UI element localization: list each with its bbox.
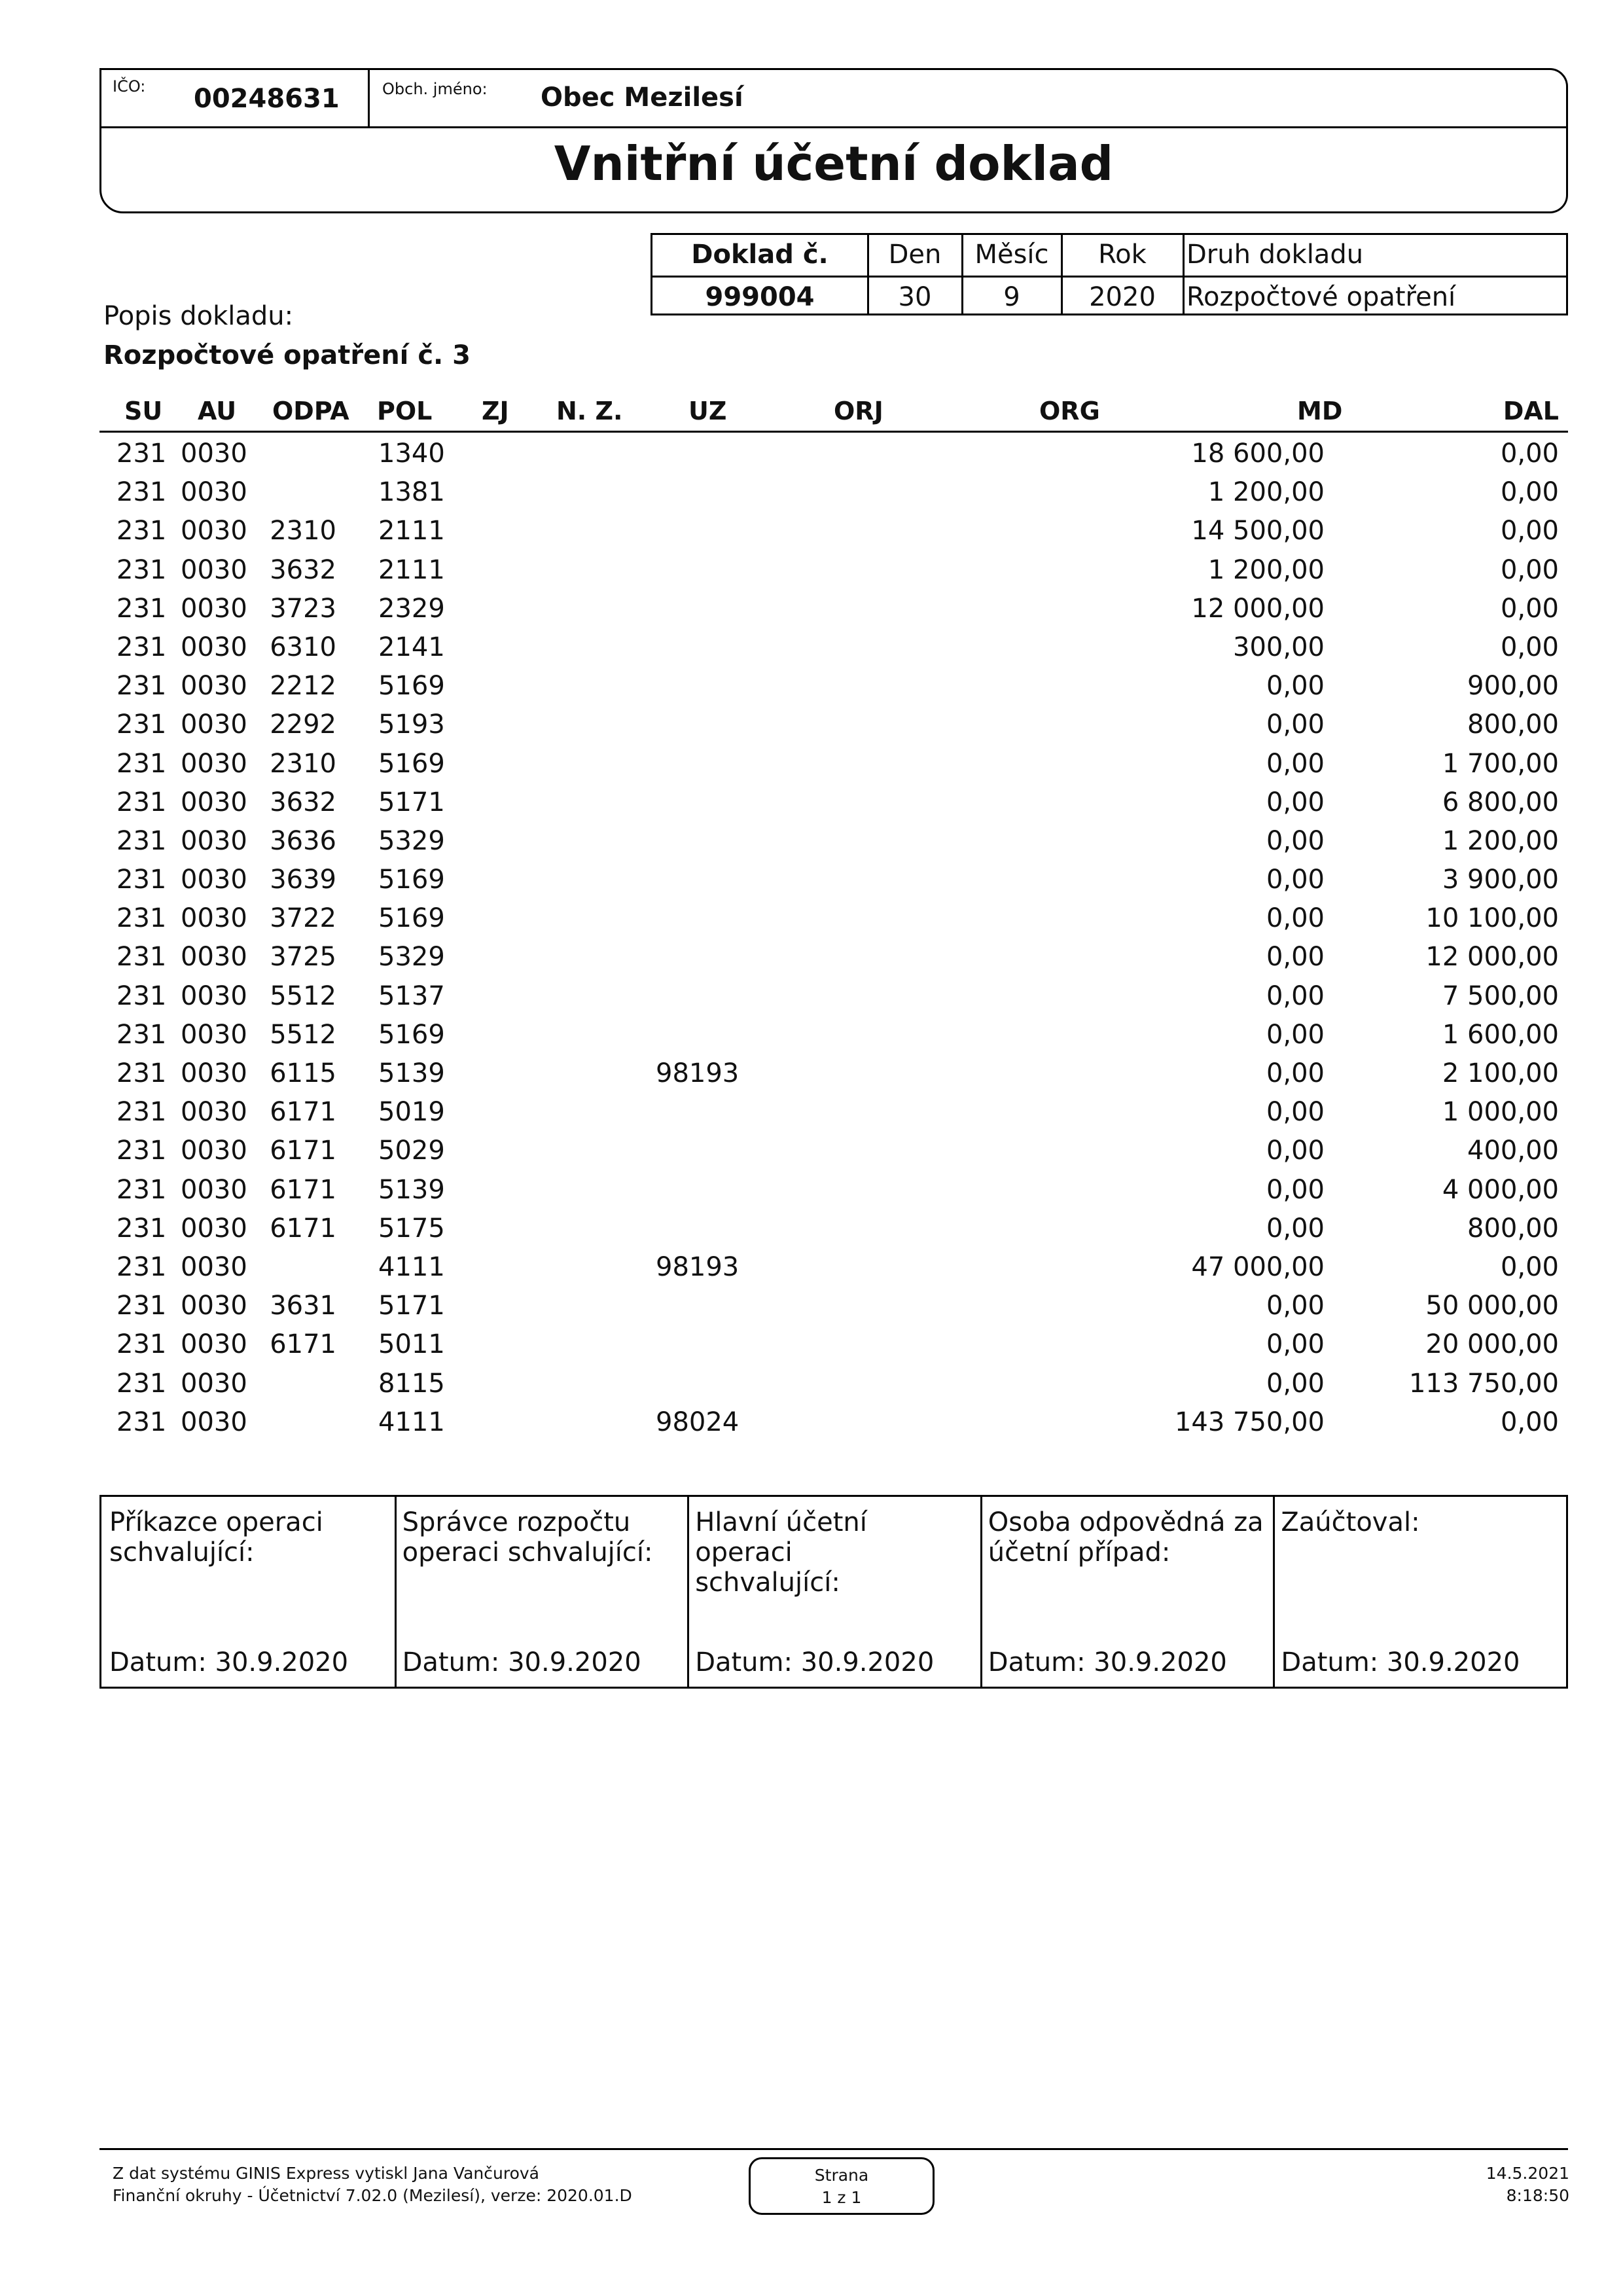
table-row <box>99 1365 1568 1403</box>
footer-printed-by: Z dat systému GINIS Express vytiskl Jana Vančurová <box>113 2164 539 2183</box>
cell-odpa: 6115 <box>270 1058 336 1088</box>
info-col-divider <box>1061 235 1063 314</box>
cell-dal: 113 750,00 <box>1408 1368 1559 1399</box>
page-value: 1 z 1 <box>821 2188 862 2207</box>
popis-dokladu-label: Popis dokladu: <box>103 301 294 331</box>
cell-su: 231 <box>116 1368 167 1399</box>
cell-md: 1 200,00 <box>1207 477 1325 508</box>
cell-su: 231 <box>116 903 167 934</box>
cell-pol: 1340 <box>378 439 445 469</box>
column-header-odpa: ODPA <box>272 397 349 425</box>
table-row <box>99 473 1568 512</box>
cell-md: 0,00 <box>1266 1291 1325 1321</box>
cell-dal: 0,00 <box>1500 477 1559 508</box>
cell-au: 0030 <box>181 1213 247 1244</box>
table-row <box>99 1132 1568 1170</box>
cell-au: 0030 <box>181 671 247 702</box>
cell-au: 0030 <box>181 593 247 624</box>
signature-cell <box>395 1497 688 1687</box>
cell-md: 12 000,00 <box>1191 593 1325 624</box>
cell-au: 0030 <box>181 1251 247 1282</box>
doklad-info-table <box>651 233 1568 315</box>
cell-pol: 8115 <box>378 1368 445 1399</box>
cell-su: 231 <box>116 942 167 973</box>
signature-divider <box>1273 1497 1275 1687</box>
info-col-divider <box>1183 235 1185 314</box>
cell-au: 0030 <box>181 632 247 662</box>
cell-md: 0,00 <box>1266 671 1325 702</box>
cell-md: 0,00 <box>1266 865 1325 895</box>
cell-md: 0,00 <box>1266 1097 1325 1128</box>
cell-odpa: 6171 <box>270 1174 336 1205</box>
cell-su: 231 <box>116 1251 167 1282</box>
cell-au: 0030 <box>181 1368 247 1399</box>
cell-md: 300,00 <box>1233 632 1325 662</box>
table-row <box>99 1093 1568 1132</box>
cell-pol: 5019 <box>378 1097 445 1128</box>
signature-role: Hlavní účetní operaci <box>695 1507 867 1568</box>
cell-pol: 5029 <box>378 1136 445 1166</box>
signature-date: Datum: 30.9.2020 <box>402 1647 641 1677</box>
cell-pol: 5169 <box>378 748 445 779</box>
cell-odpa: 3723 <box>270 593 336 624</box>
signature-cell <box>687 1497 980 1687</box>
signature-role-cont: operaci schvalující: <box>402 1537 653 1568</box>
cell-pol: 2141 <box>378 632 445 662</box>
table-row <box>99 1287 1568 1325</box>
column-header-uz: UZ <box>688 397 727 425</box>
cell-pol: 5139 <box>378 1174 445 1205</box>
cell-uz: 98193 <box>656 1058 740 1088</box>
footer-timestamp <box>1374 2162 1569 2207</box>
table-row <box>99 1054 1568 1093</box>
cell-au: 0030 <box>181 825 247 856</box>
cell-md: 0,00 <box>1266 1368 1325 1399</box>
cell-pol: 5169 <box>378 671 445 702</box>
cell-au: 0030 <box>181 942 247 973</box>
print-time: 8:18:50 <box>1506 2186 1569 2205</box>
cell-odpa: 5512 <box>270 980 336 1011</box>
table-row <box>99 938 1568 977</box>
doklad-cislo-value: 999004 <box>705 282 815 312</box>
cell-md: 0,00 <box>1266 1136 1325 1166</box>
cell-au: 0030 <box>181 1407 247 1437</box>
signature-role-cont: schvalující: <box>695 1568 840 1598</box>
cell-au: 0030 <box>181 980 247 1011</box>
print-date: 14.5.2021 <box>1486 2164 1569 2183</box>
cell-odpa: 3636 <box>270 825 336 856</box>
cell-md: 0,00 <box>1266 1213 1325 1244</box>
cell-au: 0030 <box>181 1136 247 1166</box>
document-title: Vnitřní účetní doklad <box>554 136 1114 191</box>
cell-dal: 10 100,00 <box>1425 903 1559 934</box>
cell-dal: 0,00 <box>1500 439 1559 469</box>
cell-pol: 4111 <box>378 1407 445 1437</box>
cell-md: 0,00 <box>1266 1019 1325 1050</box>
header-divider <box>99 126 1568 128</box>
cell-su: 231 <box>116 593 167 624</box>
signature-cell <box>980 1497 1274 1687</box>
cell-su: 231 <box>116 439 167 469</box>
cell-odpa: 2292 <box>270 709 336 740</box>
cell-pol: 2111 <box>378 516 445 547</box>
cell-pol: 4111 <box>378 1251 445 1282</box>
cell-au: 0030 <box>181 865 247 895</box>
table-row <box>99 1016 1568 1054</box>
cell-su: 231 <box>116 1407 167 1437</box>
table-row <box>99 1171 1568 1210</box>
signature-role: Příkazce operaci <box>109 1507 323 1537</box>
cell-dal: 0,00 <box>1500 632 1559 662</box>
cell-odpa: 2310 <box>270 748 336 779</box>
doklad-info-header-row <box>652 235 1566 274</box>
signature-cell <box>101 1497 395 1687</box>
table-row <box>99 783 1568 822</box>
mesic-value: 9 <box>1003 282 1020 312</box>
cell-md: 0,00 <box>1266 787 1325 817</box>
signature-divider <box>687 1497 689 1687</box>
cell-md: 143 750,00 <box>1174 1407 1325 1437</box>
footer-print-info <box>113 2162 632 2207</box>
signature-role-cont: účetní případ: <box>988 1537 1171 1568</box>
cell-pol: 5171 <box>378 1291 445 1321</box>
page-label: Strana <box>814 2166 869 2185</box>
table-row <box>99 1210 1568 1248</box>
cell-au: 0030 <box>181 709 247 740</box>
cell-su: 231 <box>116 709 167 740</box>
cell-md: 0,00 <box>1266 1174 1325 1205</box>
cell-md: 14 500,00 <box>1191 516 1325 547</box>
cell-dal: 2 100,00 <box>1442 1058 1559 1088</box>
cell-dal: 20 000,00 <box>1425 1329 1559 1360</box>
column-header-dal: DAL <box>1503 397 1559 425</box>
cell-dal: 3 900,00 <box>1442 865 1559 895</box>
cell-dal: 0,00 <box>1500 516 1559 547</box>
rok-label: Rok <box>1098 240 1147 270</box>
signature-role: Zaúčtoval: <box>1281 1507 1420 1537</box>
cell-odpa: 6310 <box>270 632 336 662</box>
cell-dal: 1 000,00 <box>1442 1097 1559 1128</box>
cell-dal: 0,00 <box>1500 593 1559 624</box>
signature-role-cont: schvalující: <box>109 1537 255 1568</box>
cell-odpa: 6171 <box>270 1329 336 1360</box>
cell-su: 231 <box>116 671 167 702</box>
cell-su: 231 <box>116 825 167 856</box>
cell-au: 0030 <box>181 1058 247 1088</box>
header-vertical-divider <box>368 68 370 128</box>
table-row <box>99 435 1568 473</box>
cell-su: 231 <box>116 1213 167 1244</box>
cell-pol: 5329 <box>378 942 445 973</box>
cell-uz: 98024 <box>656 1407 740 1437</box>
signature-date: Datum: 30.9.2020 <box>988 1647 1227 1677</box>
cell-md: 0,00 <box>1266 709 1325 740</box>
cell-au: 0030 <box>181 439 247 469</box>
table-row <box>99 1325 1568 1364</box>
cell-dal: 800,00 <box>1467 1213 1559 1244</box>
cell-odpa: 6171 <box>270 1136 336 1166</box>
ico-label: IČO: <box>113 77 146 96</box>
doklad-info-value-row <box>652 276 1566 317</box>
cell-pol: 5193 <box>378 709 445 740</box>
cell-md: 0,00 <box>1266 942 1325 973</box>
mesic-label: Měsíc <box>974 240 1049 270</box>
cell-su: 231 <box>116 1058 167 1088</box>
cell-pol: 5137 <box>378 980 445 1011</box>
column-header-au: AU <box>198 397 237 425</box>
rok-value: 2020 <box>1089 282 1156 312</box>
cell-su: 231 <box>116 477 167 508</box>
cell-dal: 1 200,00 <box>1442 825 1559 856</box>
footer-system-version: Finanční okruhy - Účetnictví 7.02.0 (Mezilesí), verze: 2020.01.D <box>113 2186 632 2205</box>
cell-au: 0030 <box>181 787 247 817</box>
lines-table-body <box>99 435 1568 1442</box>
cell-odpa: 3632 <box>270 787 336 817</box>
footer-rule <box>99 2148 1568 2150</box>
cell-pol: 5171 <box>378 787 445 817</box>
cell-uz: 98193 <box>656 1251 740 1282</box>
obch-jmeno-value: Obec Mezilesí <box>541 82 743 113</box>
cell-dal: 1 700,00 <box>1442 748 1559 779</box>
signature-cell <box>1273 1497 1566 1687</box>
cell-odpa: 3639 <box>270 865 336 895</box>
druh-dokladu-label: Druh dokladu <box>1186 240 1364 270</box>
obch-jmeno-label: Obch. jméno: <box>382 80 488 98</box>
signature-divider <box>395 1497 397 1687</box>
druh-dokladu-value: Rozpočtové opatření <box>1186 282 1456 312</box>
cell-su: 231 <box>116 632 167 662</box>
cell-odpa: 3725 <box>270 942 336 973</box>
cell-su: 231 <box>116 748 167 779</box>
cell-su: 231 <box>116 980 167 1011</box>
column-header-org: ORG <box>1039 397 1100 425</box>
signature-date: Datum: 30.9.2020 <box>695 1647 935 1677</box>
doklad-cislo-label: Doklad č. <box>691 240 829 270</box>
cell-odpa: 2310 <box>270 516 336 547</box>
cell-su: 231 <box>116 516 167 547</box>
cell-pol: 5329 <box>378 825 445 856</box>
cell-au: 0030 <box>181 516 247 547</box>
cell-dal: 1 600,00 <box>1442 1019 1559 1050</box>
cell-au: 0030 <box>181 1291 247 1321</box>
cell-odpa: 5512 <box>270 1019 336 1050</box>
cell-au: 0030 <box>181 554 247 585</box>
cell-au: 0030 <box>181 1019 247 1050</box>
cell-md: 0,00 <box>1266 1329 1325 1360</box>
info-col-divider <box>961 235 963 314</box>
column-header-orj: ORJ <box>834 397 883 425</box>
cell-md: 0,00 <box>1266 748 1325 779</box>
cell-dal: 400,00 <box>1467 1136 1559 1166</box>
cell-su: 231 <box>116 1291 167 1321</box>
cell-su: 231 <box>116 1329 167 1360</box>
signature-date: Datum: 30.9.2020 <box>109 1647 349 1677</box>
cell-odpa: 3632 <box>270 554 336 585</box>
table-row <box>99 706 1568 744</box>
cell-dal: 900,00 <box>1467 671 1559 702</box>
cell-pol: 5169 <box>378 1019 445 1050</box>
column-header-nz: N. Z. <box>556 397 623 425</box>
column-header-pol: POL <box>377 397 433 425</box>
den-value: 30 <box>898 282 932 312</box>
cell-au: 0030 <box>181 748 247 779</box>
cell-odpa: 6171 <box>270 1213 336 1244</box>
table-row <box>99 977 1568 1016</box>
cell-md: 0,00 <box>1266 1058 1325 1088</box>
cell-su: 231 <box>116 1097 167 1128</box>
cell-dal: 0,00 <box>1500 1251 1559 1282</box>
table-row <box>99 628 1568 667</box>
signature-date: Datum: 30.9.2020 <box>1281 1647 1520 1677</box>
table-row <box>99 667 1568 706</box>
cell-pol: 2329 <box>378 593 445 624</box>
table-row <box>99 1248 1568 1287</box>
cell-au: 0030 <box>181 1174 247 1205</box>
table-row <box>99 512 1568 550</box>
cell-dal: 0,00 <box>1500 554 1559 585</box>
table-row <box>99 899 1568 938</box>
signature-divider <box>980 1497 982 1687</box>
cell-odpa: 6171 <box>270 1097 336 1128</box>
den-label: Den <box>888 240 942 270</box>
popis-dokladu-value: Rozpočtové opatření č. 3 <box>103 340 471 370</box>
cell-md: 0,00 <box>1266 903 1325 934</box>
cell-dal: 800,00 <box>1467 709 1559 740</box>
cell-odpa: 3722 <box>270 903 336 934</box>
cell-md: 18 600,00 <box>1191 439 1325 469</box>
column-header-su: SU <box>124 397 163 425</box>
cell-dal: 7 500,00 <box>1442 980 1559 1011</box>
info-col-divider <box>867 235 869 314</box>
cell-md: 1 200,00 <box>1207 554 1325 585</box>
table-row <box>99 822 1568 861</box>
signature-role: Osoba odpovědná za <box>988 1507 1264 1537</box>
cell-au: 0030 <box>181 903 247 934</box>
signature-table <box>99 1495 1568 1689</box>
cell-su: 231 <box>116 787 167 817</box>
cell-dal: 12 000,00 <box>1425 942 1559 973</box>
page-number-box <box>749 2157 935 2215</box>
cell-au: 0030 <box>181 1329 247 1360</box>
cell-su: 231 <box>116 1019 167 1050</box>
cell-odpa: 3631 <box>270 1291 336 1321</box>
table-row <box>99 745 1568 783</box>
cell-pol: 5175 <box>378 1213 445 1244</box>
column-header-zj: ZJ <box>482 397 509 425</box>
column-header-md: MD <box>1297 397 1343 425</box>
cell-pol: 5011 <box>378 1329 445 1360</box>
cell-au: 0030 <box>181 1097 247 1128</box>
table-row <box>99 861 1568 899</box>
cell-dal: 50 000,00 <box>1425 1291 1559 1321</box>
cell-pol: 2111 <box>378 554 445 585</box>
cell-md: 0,00 <box>1266 980 1325 1011</box>
cell-odpa: 2212 <box>270 671 336 702</box>
cell-pol: 1381 <box>378 477 445 508</box>
lines-header-rule <box>99 431 1568 433</box>
signature-role: Správce rozpočtu <box>402 1507 631 1537</box>
cell-su: 231 <box>116 1136 167 1166</box>
cell-su: 231 <box>116 1174 167 1205</box>
cell-pol: 5169 <box>378 903 445 934</box>
cell-au: 0030 <box>181 477 247 508</box>
table-row <box>99 1403 1568 1442</box>
table-row <box>99 551 1568 590</box>
cell-dal: 6 800,00 <box>1442 787 1559 817</box>
cell-dal: 0,00 <box>1500 1407 1559 1437</box>
cell-pol: 5169 <box>378 865 445 895</box>
lines-table-header <box>99 397 1568 431</box>
cell-md: 0,00 <box>1266 825 1325 856</box>
ico-value: 00248631 <box>194 84 340 114</box>
cell-dal: 4 000,00 <box>1442 1174 1559 1205</box>
table-row <box>99 590 1568 628</box>
cell-pol: 5139 <box>378 1058 445 1088</box>
cell-su: 231 <box>116 865 167 895</box>
cell-su: 231 <box>116 554 167 585</box>
cell-md: 47 000,00 <box>1191 1251 1325 1282</box>
